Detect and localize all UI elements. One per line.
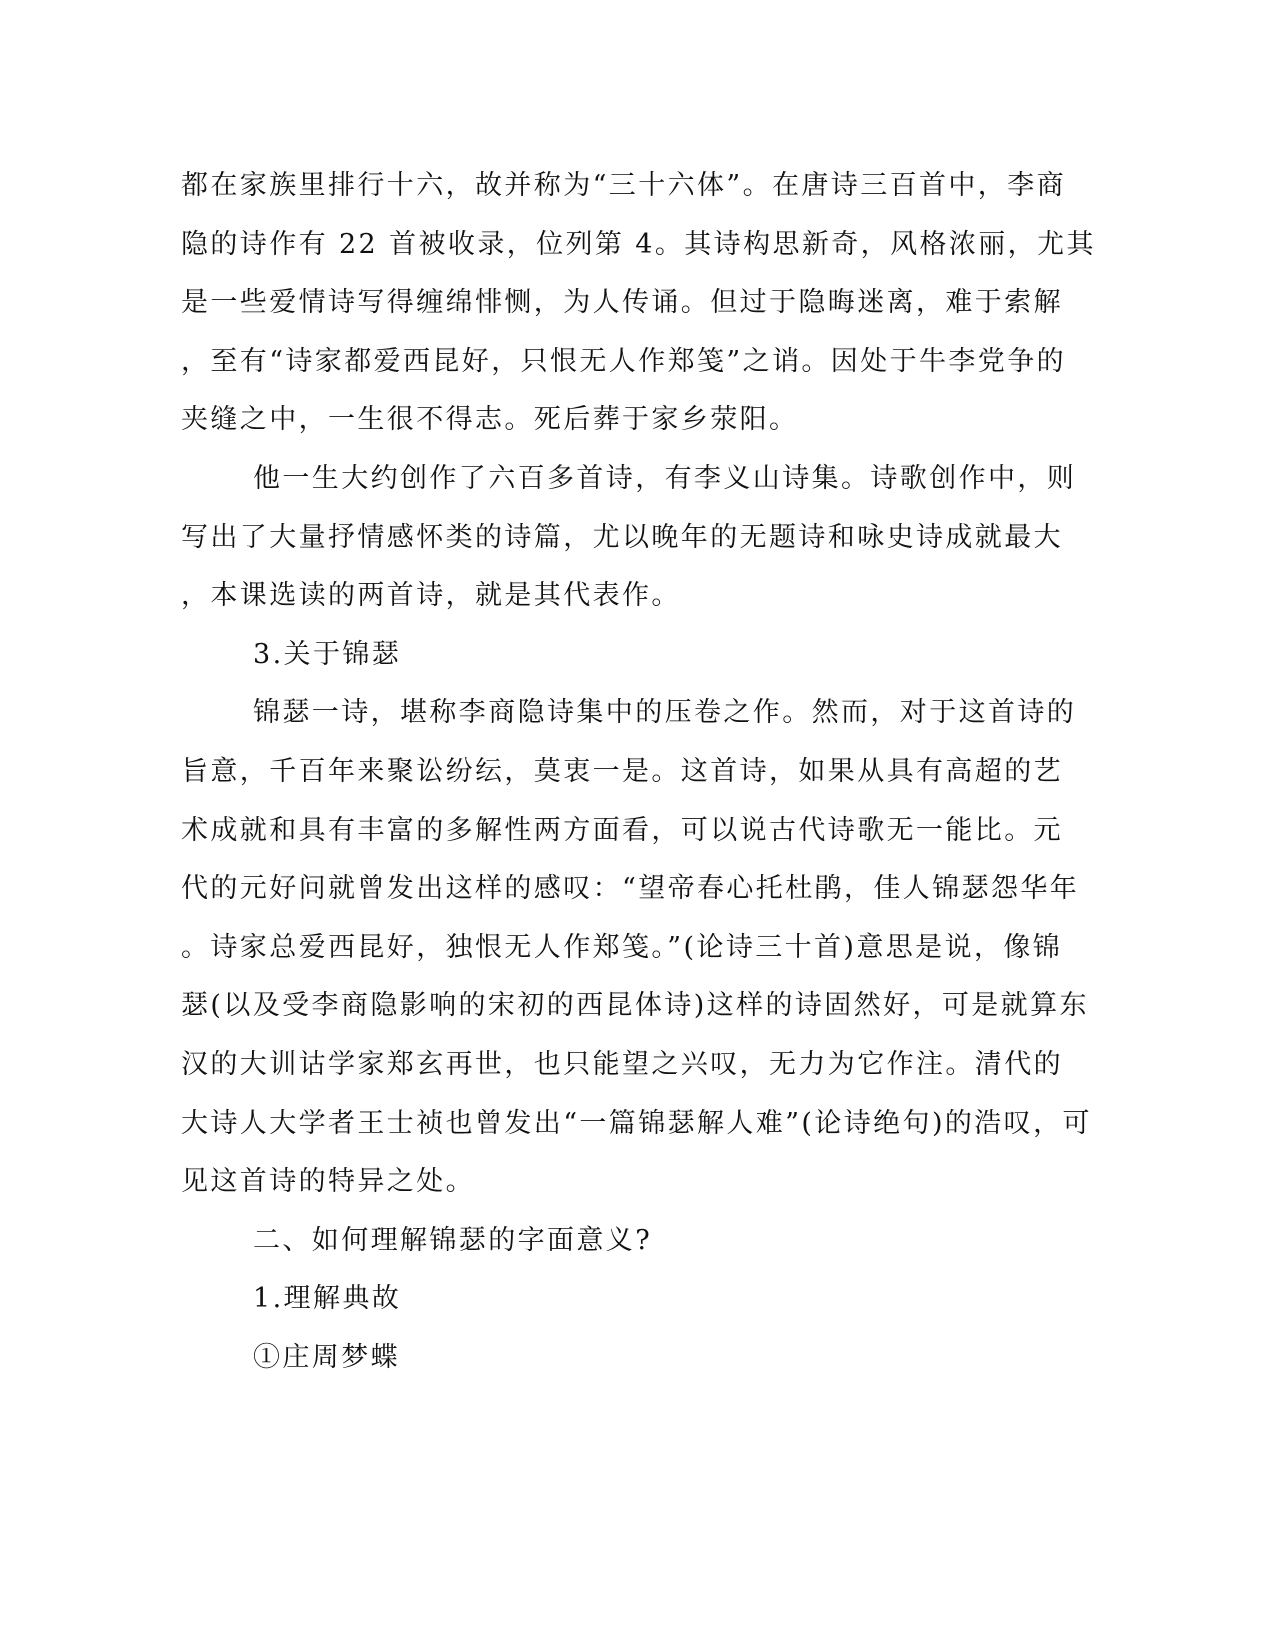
text-line: 大诗人大学者王士祯也曾发出“一篇锦瑟解人难”(论诗绝句)的浩叹，可 [181,1107,1092,1139]
text-line: 术成就和具有丰富的多解性两方面看，可以说古代诗歌无一能比。元 [181,814,1063,846]
text-line: 。诗家总爱西昆好，独恨无人作郑笺。”(论诗三十首)意思是说，像锦 [181,931,1063,963]
text-line: ，本课选读的两首诗，就是其代表作。 [181,580,681,612]
document-body [181,157,1096,1387]
text-line: 锦瑟一诗，堪称李商隐诗集中的压卷之作。然而，对于这首诗的 [253,697,1077,729]
text-line: 见这首诗的特异之处。 [181,1166,475,1198]
text-line: 旨意，千百年来聚讼纷纭，莫衷一是。这首诗，如果从具有高超的艺 [181,755,1063,787]
text-line: ，至有“诗家都爱西昆好，只恨无人作郑笺”之诮。因处于牛李党争的 [181,345,1067,377]
text-line: 隐的诗作有 22 首被收录，位列第 4。其诗构思新奇，风格浓丽，尤其 [181,228,1096,260]
section-heading: 3.关于锦瑟 [253,638,402,670]
subsection-heading: 1.理解典故 [253,1283,402,1315]
text-line: 是一些爱情诗写得缠绵悱恻，为人传诵。但过于隐晦迷离，难于索解 [181,287,1063,319]
text-line: 代的元好问就曾发出这样的感叹：“望帝春心托杜鹃，佳人锦瑟怨华年 [181,873,1080,905]
list-item: ①庄周梦蝶 [253,1341,400,1373]
text-line: 瑟(以及受李商隐影响的宋初的西昆体诗)这样的诗固然好，可是就算东 [181,990,1089,1022]
text-line: 写出了大量抒情感怀类的诗篇，尤以晚年的无题诗和咏史诗成就最大 [181,521,1063,553]
text-line: 汉的大训诂学家郑玄再世，也只能望之兴叹，无力为它作注。清代的 [181,1048,1063,1080]
text-line: 夹缝之中，一生很不得志。死后葬于家乡荥阳。 [181,404,799,436]
text-line: 都在家族里排行十六，故并称为“三十六体”。在唐诗三百首中，李商 [181,170,1067,201]
text-line: 他一生大约创作了六百多首诗，有李义山诗集。诗歌创作中，则 [253,462,1077,494]
section-heading: 二、如何理解锦瑟的字面意义? [253,1224,653,1256]
